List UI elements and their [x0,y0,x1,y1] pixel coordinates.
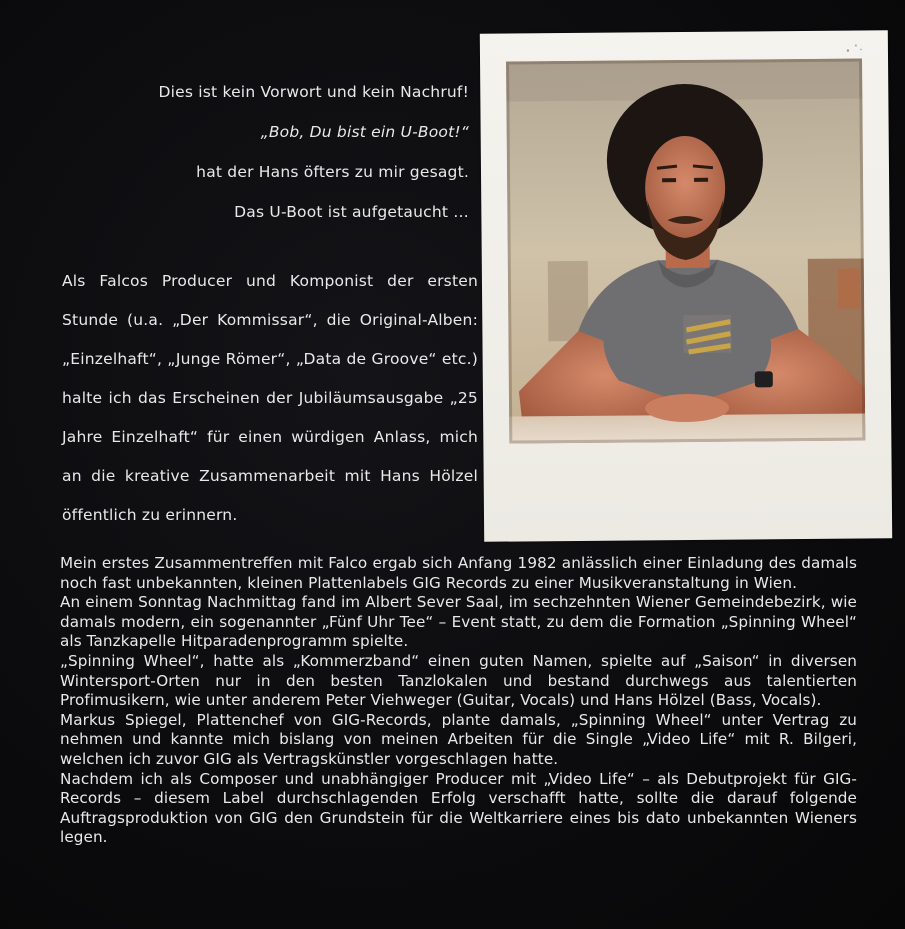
portrait-illustration [506,58,865,443]
paragraph: Markus Spiegel, Plattenchef von GIG-Records, plante damals, „Spinning Wheel“ unter Vertrag zu nehmen und kannte mich bislang von meinen Arbeiten für die Single „Video Life“ mit R. Bilgeri, welchen ich zuvor GIG als Vertragskünstler vorgeschlagen hatte. [60,710,857,768]
portrait-photo [506,58,865,443]
intro-line-3: hat der Hans öfters zu mir gesagt. [196,163,469,181]
intro-line-1: Dies ist kein Vorwort und kein Nachruf! [158,83,469,101]
dust-flecks [844,40,864,54]
paragraph: An einem Sonntag Nachmittag fand im Albert Sever Saal, im sechzehnten Wiener Gemeindebezirk, wie damals modern, ein sogenannter „Fünf Uhr Tee“ – Event statt, zu dem die Formation „Spinning Wheel“ als Tanzkapelle Hitparadenprogramm spielte. [60,593,857,651]
main-text [60,554,857,848]
producer-paragraph: Als Falcos Producer und Komponist der ersten Stunde (u.a. „Der Kommissar“, die Original-Alben: „Einzelhaft“, „Junge Römer“, „Data de Groove“ etc.) halte ich das Erscheinen der Jubiläumsausgabe „25 Jahre Einzelhaft“ für einen würdigen Anlass, mich an die kreative Zusammenarbeit mit Hans Hölzel öffentlich zu erinnern. [62,272,478,524]
intro-block [120,72,469,232]
polaroid-frame [480,30,892,542]
paragraph: Nachdem ich als Composer und unabhängiger Producer mit „Video Life“ – als Debutprojekt für GIG-Records – diesem Label durchschlagenden Erfolg verschafft hatte, sollte die darauf folgende Auftragsproduktion von GIG den Grundstein für die Weltkarriere eines bis dato unbekannten Wieners legen. [60,769,857,847]
paragraph: Mein erstes Zusammentreffen mit Falco ergab sich Anfang 1982 anlässlich einer Einladung des damals noch fast unbekannten, kleinen Plattenlabels GIG Records zu einer Musikveranstaltung in Wien. [60,554,857,592]
intro-line-4: Das U-Boot ist aufgetaucht … [234,203,469,221]
intro-quote: „Bob, Du bist ein U-Boot!“ [260,123,469,141]
paragraph: „Spinning Wheel“, hatte als „Kommerzband“ einen guten Namen, spielte auf „Saison“ in diversen Wintersport-Orten nur in den besten Tanzlokalen und bestand durchwegs aus talentierten Profimusikern, wie unter anderem Peter Viehweger (Guitar, Vocals) und Hans Hölzel (Bass, Vocals). [60,651,857,710]
